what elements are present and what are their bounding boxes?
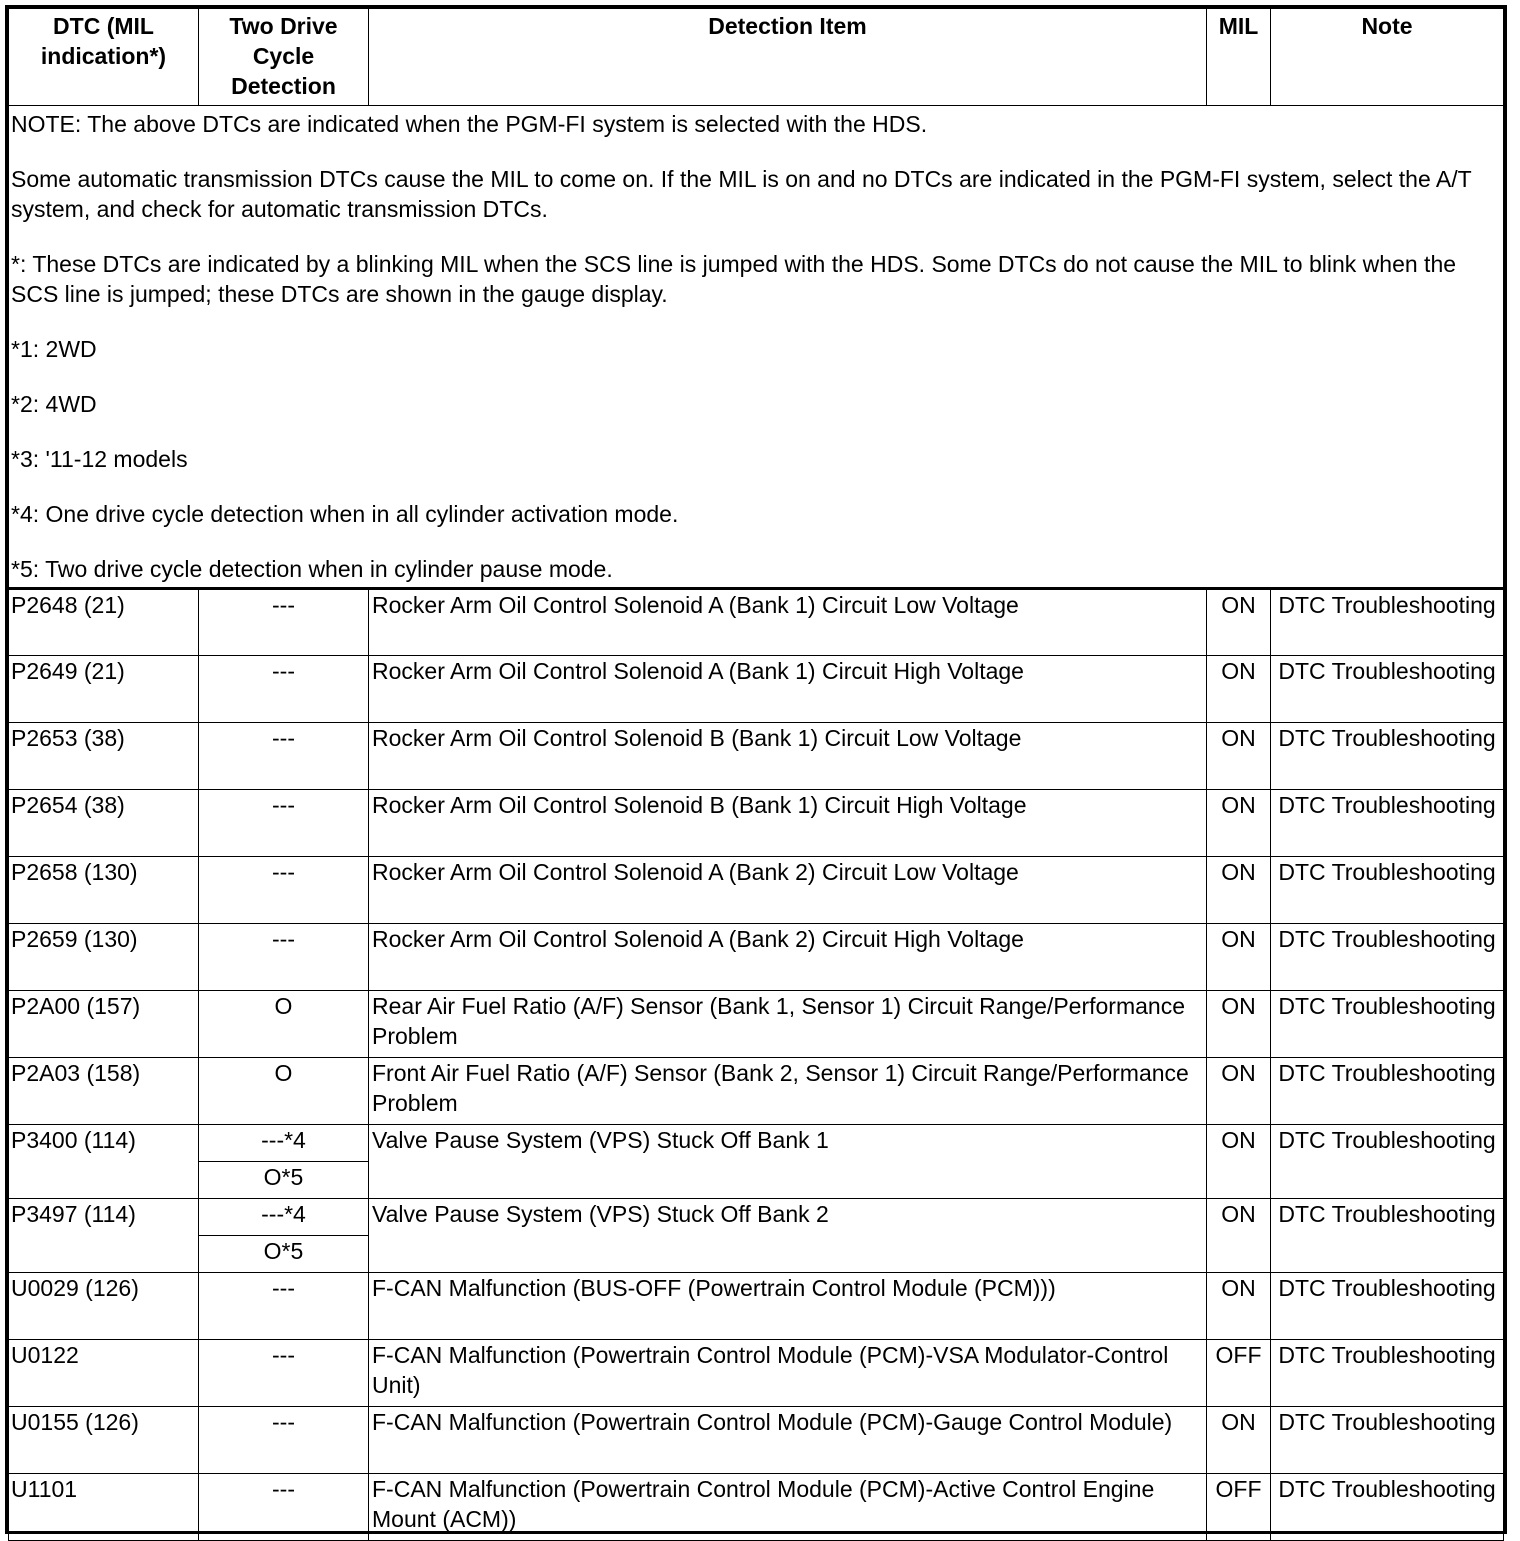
mil-status: ON xyxy=(1207,1058,1271,1125)
note-link[interactable]: DTC Troubleshooting xyxy=(1271,1199,1504,1273)
detection-item: F-CAN Malfunction (Powertrain Control Module (PCM)-VSA Modulator-Control Unit) xyxy=(369,1340,1207,1407)
note-link[interactable]: DTC Troubleshooting xyxy=(1271,1407,1504,1474)
mil-status: ON xyxy=(1207,656,1271,723)
two-drive-cycle-pause: O*5 xyxy=(199,1236,369,1273)
note-link[interactable]: DTC Troubleshooting xyxy=(1271,857,1504,924)
two-drive-cycle: --- xyxy=(199,790,369,857)
two-drive-cycle-pause: O*5 xyxy=(199,1162,369,1199)
mil-status: ON xyxy=(1207,723,1271,790)
dtc-code: P2A00 (157) xyxy=(9,991,199,1058)
table-row xyxy=(9,1407,1504,1474)
detection-item: Rocker Arm Oil Control Solenoid A (Bank 2) Circuit High Voltage xyxy=(369,924,1207,991)
mil-status: ON xyxy=(1207,1125,1271,1199)
note-link[interactable]: DTC Troubleshooting xyxy=(1271,1273,1504,1340)
two-drive-cycle: --- xyxy=(199,723,369,790)
two-drive-cycle: --- xyxy=(199,589,369,656)
two-drive-cycle: O xyxy=(199,1058,369,1125)
note-blinking-mil: *: These DTCs are indicated by a blinking MIL when the SCS line is jumped with the HDS. Some DTCs do not cause the MIL to blink when the SCS line is jumped; these DTCs are shown in the gauge display. xyxy=(11,251,1457,307)
two-drive-cycle-all-cylinder: ---*4 xyxy=(199,1125,369,1162)
two-drive-cycle: --- xyxy=(199,1407,369,1474)
footnote-4: *4: One drive cycle detection when in all cylinder activation mode. xyxy=(11,501,679,527)
two-drive-cycle-all-cylinder: ---*4 xyxy=(199,1199,369,1236)
mil-status: ON xyxy=(1207,1199,1271,1273)
table-row xyxy=(9,723,1504,790)
mil-status: OFF xyxy=(1207,1474,1271,1541)
table-row xyxy=(9,991,1504,1058)
mil-status: ON xyxy=(1207,991,1271,1058)
dtc-table xyxy=(8,8,1504,1541)
table-row xyxy=(9,1273,1504,1340)
note-link[interactable]: DTC Troubleshooting xyxy=(1271,991,1504,1058)
dtc-code: U0155 (126) xyxy=(9,1407,199,1474)
detection-item: Front Air Fuel Ratio (A/F) Sensor (Bank 2, Sensor 1) Circuit Range/Performance Problem xyxy=(369,1058,1207,1125)
dtc-code: P3497 (114) xyxy=(9,1199,199,1273)
table-row xyxy=(9,656,1504,723)
dtc-code: P3400 (114) xyxy=(9,1125,199,1199)
mil-status: ON xyxy=(1207,1273,1271,1340)
dtc-code: U0122 xyxy=(9,1340,199,1407)
dtc-code: P2649 (21) xyxy=(9,656,199,723)
two-drive-cycle: --- xyxy=(199,1474,369,1541)
table-row xyxy=(9,1199,1504,1236)
notes-row xyxy=(9,106,1504,589)
dtc-code: U1101 xyxy=(9,1474,199,1541)
dtc-code: U0029 (126) xyxy=(9,1273,199,1340)
dtc-code: P2658 (130) xyxy=(9,857,199,924)
header-two-drive-cycle: Two Drive Cycle Detection xyxy=(199,9,369,106)
header-dtc: DTC (MIL indication*) xyxy=(9,9,199,106)
note-link[interactable]: DTC Troubleshooting xyxy=(1271,723,1504,790)
detection-item: Rocker Arm Oil Control Solenoid A (Bank 1) Circuit High Voltage xyxy=(369,656,1207,723)
detection-item: F-CAN Malfunction (Powertrain Control Module (PCM)-Active Control Engine Mount (ACM)) xyxy=(369,1474,1207,1541)
mil-status: ON xyxy=(1207,589,1271,656)
footnote-1: *1: 2WD xyxy=(11,336,97,362)
note-link[interactable]: DTC Troubleshooting xyxy=(1271,1058,1504,1125)
table-row xyxy=(9,1125,1504,1162)
notes-cell xyxy=(9,106,1504,589)
two-drive-cycle: --- xyxy=(199,857,369,924)
note-link[interactable]: DTC Troubleshooting xyxy=(1271,1474,1504,1541)
note-link[interactable]: DTC Troubleshooting xyxy=(1271,1125,1504,1199)
table-header-row xyxy=(9,9,1504,106)
table-row xyxy=(9,924,1504,991)
mil-status: ON xyxy=(1207,857,1271,924)
detection-item: Rear Air Fuel Ratio (A/F) Sensor (Bank 1, Sensor 1) Circuit Range/Performance Problem xyxy=(369,991,1207,1058)
note-link[interactable]: DTC Troubleshooting xyxy=(1271,1340,1504,1407)
detection-item: Rocker Arm Oil Control Solenoid B (Bank 1) Circuit High Voltage xyxy=(369,790,1207,857)
table-row xyxy=(9,790,1504,857)
table-row xyxy=(9,1340,1504,1407)
header-note: Note xyxy=(1271,9,1504,106)
table-row xyxy=(9,1474,1504,1541)
footnote-5: *5: Two drive cycle detection when in cylinder pause mode. xyxy=(11,556,613,582)
table-row xyxy=(9,857,1504,924)
footnote-2: *2: 4WD xyxy=(11,391,97,417)
detection-item: F-CAN Malfunction (BUS-OFF (Powertrain Control Module (PCM))) xyxy=(369,1273,1207,1340)
dtc-code: P2648 (21) xyxy=(9,589,199,656)
two-drive-cycle: --- xyxy=(199,1273,369,1340)
note-pgm-fi: NOTE: The above DTCs are indicated when the PGM-FI system is selected with the HDS. xyxy=(11,111,928,137)
note-link[interactable]: DTC Troubleshooting xyxy=(1271,589,1504,656)
note-link[interactable]: DTC Troubleshooting xyxy=(1271,924,1504,991)
dtc-code: P2654 (38) xyxy=(9,790,199,857)
table-row xyxy=(9,589,1504,656)
detection-item: F-CAN Malfunction (Powertrain Control Module (PCM)-Gauge Control Module) xyxy=(369,1407,1207,1474)
mil-status: OFF xyxy=(1207,1340,1271,1407)
two-drive-cycle: --- xyxy=(199,924,369,991)
detection-item: Valve Pause System (VPS) Stuck Off Bank 2 xyxy=(369,1199,1207,1273)
dtc-code: P2A03 (158) xyxy=(9,1058,199,1125)
note-link[interactable]: DTC Troubleshooting xyxy=(1271,656,1504,723)
note-link[interactable]: DTC Troubleshooting xyxy=(1271,790,1504,857)
dtc-code: P2659 (130) xyxy=(9,924,199,991)
two-drive-cycle: --- xyxy=(199,656,369,723)
mil-status: ON xyxy=(1207,924,1271,991)
detection-item: Rocker Arm Oil Control Solenoid A (Bank 1) Circuit Low Voltage xyxy=(369,589,1207,656)
detection-item: Valve Pause System (VPS) Stuck Off Bank 1 xyxy=(369,1125,1207,1199)
header-mil: MIL xyxy=(1207,9,1271,106)
detection-item: Rocker Arm Oil Control Solenoid A (Bank 2) Circuit Low Voltage xyxy=(369,857,1207,924)
mil-status: ON xyxy=(1207,1407,1271,1474)
two-drive-cycle: O xyxy=(199,991,369,1058)
note-automatic-transmission: Some automatic transmission DTCs cause the MIL to come on. If the MIL is on and no DTCs are indicated in the PGM-FI system, select the A/T system, and check for automatic transmission DTCs. xyxy=(11,166,1472,222)
dtc-table-frame xyxy=(5,5,1507,1534)
two-drive-cycle: --- xyxy=(199,1340,369,1407)
dtc-code: P2653 (38) xyxy=(9,723,199,790)
footnote-3: *3: '11-12 models xyxy=(11,446,188,472)
table-row xyxy=(9,1058,1504,1125)
detection-item: Rocker Arm Oil Control Solenoid B (Bank 1) Circuit Low Voltage xyxy=(369,723,1207,790)
header-detection-item: Detection Item xyxy=(369,9,1207,106)
mil-status: ON xyxy=(1207,790,1271,857)
